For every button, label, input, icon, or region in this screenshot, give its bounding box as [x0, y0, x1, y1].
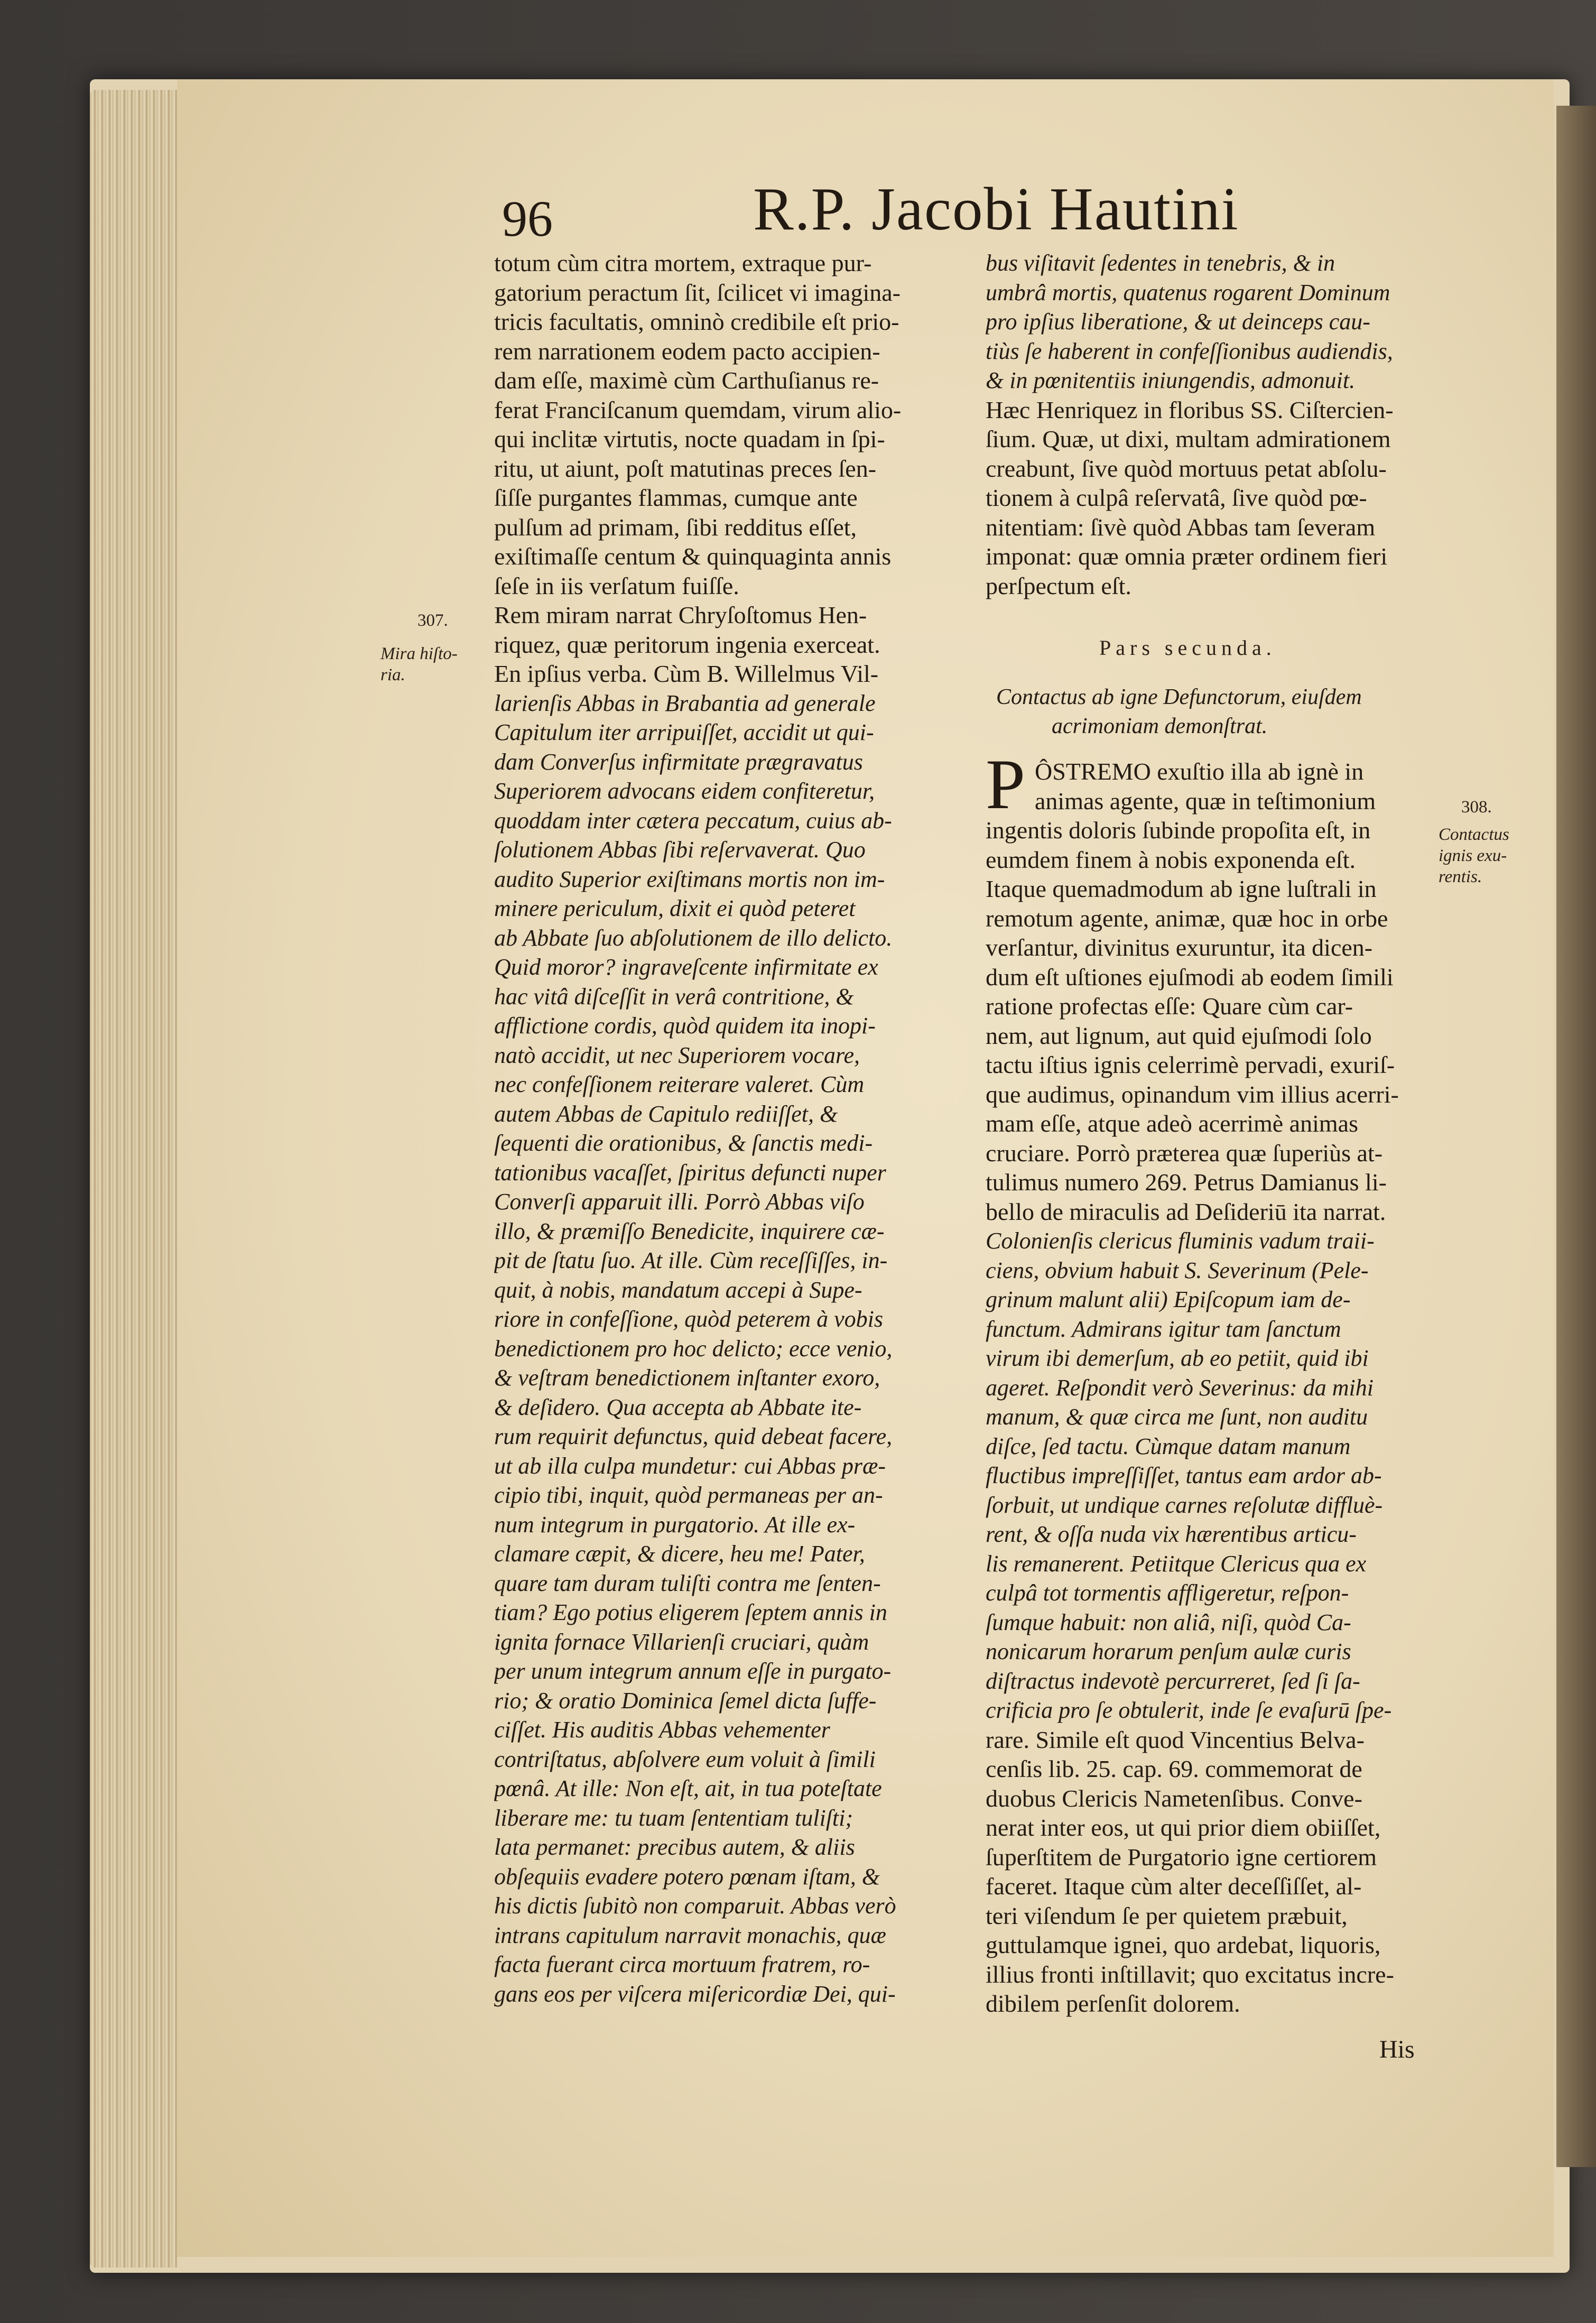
text-line: ſium. Quæ, ut dixi, multam admirationem	[986, 425, 1391, 452]
right-body-lines	[986, 816, 1451, 2019]
text-line: ſumque habuit: non aliâ, niſi, quòd Ca-	[986, 1609, 1351, 1635]
text-line: Converſi apparuit illi. Porrò Abbas viſo	[494, 1189, 865, 1215]
text-line: faceret. Itaque cùm alter deceſſiſſet, al-	[986, 1873, 1362, 1900]
margin-note-right-line2: ignis exu-	[1439, 846, 1507, 865]
text-line: natò accidit, ut nec Superiorem vocare,	[494, 1042, 860, 1068]
text-line: pœnâ. At ille: Non eſt, ait, in tua poteſtate	[494, 1775, 882, 1801]
text-line: rem narrationem eodem pacto accipien-	[494, 337, 880, 365]
text-line: Quid moror? ingraveſcente infirmitate ex	[494, 954, 878, 980]
text-line: ſequenti die orationibus, & ſanctis medi-	[494, 1130, 873, 1156]
text-line: imponat: quæ omnia præter ordinem fieri	[986, 543, 1388, 570]
text-line: dibilem perſenſit dolorem.	[986, 1990, 1240, 2017]
text-line: fluctibus impreſſiſſet, tantus eam ardor ab-	[986, 1463, 1382, 1488]
text-line: gans eos per viſcera miſericordiæ Dei, qui-	[494, 1980, 896, 2007]
margin-note-left-line1: Mira hiſto-	[381, 644, 458, 663]
text-line: Colonienſis clericus fluminis vadum traii-	[986, 1228, 1375, 1254]
text-line: ageret. Reſpondit verò Severinus: da mihi	[986, 1374, 1374, 1401]
text-line: qui inclitæ virtutis, nocte quadam in ſpi-	[494, 425, 885, 452]
drop-cap: P	[986, 745, 1026, 824]
text-line: riquez, quæ peritorum ingenia exerceat.	[494, 631, 880, 658]
text-line: virum ibi demerſum, ab eo petiit, quid ibi	[986, 1345, 1369, 1371]
text-line: ſeſe in iis verſatum fuiſſe.	[494, 572, 739, 599]
text-line: facta fuerant circa mortuum fratrem, ro-	[494, 1951, 870, 1977]
text-line: tricis facultatis, omninò credibile eſt prio-	[494, 308, 899, 335]
subheading-line1: Contactus ab igne Defunctorum, eiuſdem	[996, 685, 1362, 709]
text-line: perſpectum eſt.	[986, 572, 1131, 599]
text-line: que audimus, opinandum vim illius acerri-	[986, 1080, 1399, 1108]
text-line: quoddam inter cætera peccatum, cuius ab-	[494, 807, 892, 834]
text-line: bus viſitavit ſedentes in tenebris, & in	[986, 250, 1335, 276]
text-line: illius fronti inſtillavit; quo excitatus incre-	[986, 1960, 1394, 1988]
catchword: His	[1379, 2035, 1415, 2063]
text-line: manum, & quæ circa me ſunt, non auditu	[986, 1404, 1368, 1430]
text-line: ferat Franciſcanum quemdam, virum alio-	[494, 396, 902, 423]
left-text-column	[494, 248, 957, 2009]
text-line: tiam? Ego potius eligerem ſeptem annis in	[494, 1599, 887, 1625]
text-line: tionem à culpâ reſervatâ, ſive quòd pœ-	[986, 484, 1367, 511]
text-line: teri viſendum ſe per quietem præbuit,	[986, 1902, 1348, 1929]
text-line: tationibus vacaſſet, ſpiritus defuncti nuper	[494, 1159, 886, 1186]
page-edges	[90, 90, 177, 2268]
text-line: nonicarum horarum penſum aulæ curis	[986, 1639, 1351, 1664]
text-line: ſorbuit, ut undique carnes reſolutæ diffluè-	[986, 1492, 1383, 1518]
text-line: dam eſſe, maximè cùm Carthuſianus re-	[494, 367, 879, 394]
text-line: Hæc Henriquez in floribus SS. Ciſtercien-	[986, 396, 1394, 423]
text-line: dum eſt uſtiones ejuſmodi ab eodem ſimili	[986, 963, 1394, 991]
right-top-block	[986, 248, 1451, 600]
text-line: his dictis ſubitò non comparuit. Abbas verò	[494, 1893, 896, 1919]
margin-number-left: 307.	[417, 611, 448, 630]
text-line: ut ab illa culpa mundetur: cui Abbas præ-	[494, 1452, 886, 1479]
text-line: ratione profectas eſſe: Quare cùm car-	[986, 993, 1353, 1020]
running-title: R.P. Jacobi Hautini	[753, 175, 1239, 243]
text-line: quare tam duram tuliſti contra me ſenten-	[494, 1570, 881, 1596]
text-line: totum cùm citra mortem, extraque pur-	[494, 249, 872, 276]
text-line: illo, & præmiſſo Benedicite, inquirere cæ-	[494, 1218, 885, 1244]
text-line: contriſtatus, abſolvere eum voluit à ſimili	[494, 1746, 876, 1772]
text-line: bello de miraculis ad Deſideriū ita narrat.	[986, 1198, 1386, 1225]
text-line: & veſtram benedictionem inſtanter exoro,	[494, 1365, 880, 1391]
text-line: creabunt, ſive quòd mortuus petat abſolu-	[986, 455, 1387, 482]
text-line: riore in confeſſione, quòd peterem à vobis	[494, 1306, 884, 1332]
text-line: liberare me: tu tuam ſententiam tuliſti;	[494, 1804, 853, 1831]
text-line: quit, à nobis, mandatum accepi à Supe-	[494, 1276, 862, 1303]
text-line: duobus Clericis Nametenſibus. Conve-	[986, 1784, 1362, 1812]
text-line: ciens, obvium habuit S. Severinum (Pele-	[986, 1257, 1369, 1283]
text-line: Capitulum iter arripuiſſet, accidit ut qui-	[494, 719, 874, 745]
right-gutter-shadow	[1556, 106, 1596, 2167]
text-line: intrans capitulum narravit monachis, quæ	[494, 1922, 886, 1948]
text-line: cenſis lib. 25. cap. 69. commemorat de	[986, 1755, 1362, 1782]
text-line: rare. Simile eſt quod Vincentius Belva-	[986, 1726, 1365, 1753]
text-line: tulimus numero 269. Petrus Damianus li-	[986, 1169, 1387, 1196]
text-line: nem, aut lignum, aut quid ejuſmodi ſolo	[986, 1022, 1372, 1049]
text-line: animas agente, quæ in teſtimonium	[1035, 787, 1376, 815]
margin-note-left-line2: ria.	[381, 665, 405, 684]
text-line: benedictionem pro hoc delicto; ecce venio,	[494, 1335, 893, 1362]
text-line: En ipſius verba. Cùm B. Willelmus Vil-	[494, 660, 879, 687]
text-line: rum requirit defunctus, quid debeat facere,	[494, 1423, 893, 1449]
section-title: Pars secunda.	[1099, 636, 1276, 660]
text-line: eumdem finem à nobis exponenda eſt.	[986, 846, 1356, 873]
text-line: afflictione cordis, quòd quidem ita inopi-	[494, 1013, 876, 1039]
subheading-line2: acrimoniam demonſtrat.	[1052, 714, 1268, 738]
text-line: nerat inter eos, ut qui prior diem obiiſſet,	[986, 1814, 1381, 1841]
text-line: tiùs ſe haberent in confeſſionibus audiendis,	[986, 338, 1393, 364]
text-line: lata permanet: precibus autem, & aliis	[494, 1834, 855, 1860]
text-line: lis remanerent. Petiitque Clericus qua ex	[986, 1550, 1367, 1577]
text-line: culpâ tot tormentis affligeretur, reſpon-	[986, 1580, 1349, 1606]
text-line: per unum integrum annum eſſe in purgato-	[494, 1658, 892, 1684]
text-line: diſtractus indevotè percurreret, ſed ſi ſa-	[986, 1668, 1360, 1694]
margin-number-right: 308.	[1461, 798, 1492, 817]
text-line: ÔSTREMO exuſtio illa ab ignè in	[1035, 758, 1364, 785]
text-line: cipio tibi, inquit, quòd permaneas per an-	[494, 1482, 883, 1508]
text-line: exiſtimaſſe centum & quinquaginta annis	[494, 543, 892, 570]
text-line: crificia pro ſe obtulerit, inde ſe evaſurū ſpe-	[986, 1697, 1392, 1723]
text-line: pit de ſtatu ſuo. At ille. Cùm receſſiſſes, in-	[494, 1247, 888, 1273]
text-line: ab Abbate ſuo abſolutionem de illo delicto.	[494, 924, 893, 951]
text-line: Superiorem advocans eidem confiteretur,	[494, 778, 875, 804]
text-line: grinum malunt alii) Epiſcopum iam de-	[986, 1287, 1351, 1312]
text-line: gatorium peractum ſit, ſcilicet vi imagina-	[494, 279, 901, 306]
text-line: tactu iſtius ignis celerrimè pervadi, exuriſ-	[986, 1051, 1395, 1078]
text-line: rent, & oſſa nuda vix hærentibus articu-	[986, 1521, 1357, 1547]
text-line: rio; & oratio Dominica ſemel dicta ſuffe-	[494, 1687, 877, 1714]
text-line: nitentiam: ſivè quòd Abbas tam ſeveram	[986, 513, 1376, 541]
text-line: ciſſet. His auditis Abbas vehementer	[494, 1717, 830, 1743]
text-line: autem Abbas de Capitulo rediiſſet, &	[494, 1100, 838, 1127]
text-line: cruciare. Porrò præterea quæ ſuperiùs at-	[986, 1139, 1383, 1167]
text-line: functum. Admirans igitur tam ſanctum	[986, 1316, 1341, 1342]
margin-note-right-line1: Contactus	[1439, 825, 1509, 844]
right-text-column	[986, 248, 1451, 600]
text-line: ſuperſtitem de Purgatorio igne certiorem	[986, 1843, 1377, 1871]
text-line: diſce, ſed tactu. Cùmque datam manum	[986, 1433, 1351, 1459]
text-line: Rem miram narrat Chryſoſtomus Hen-	[494, 601, 867, 628]
text-line: guttulamque ignei, quo ardebat, liquoris,	[986, 1931, 1381, 1958]
right-first-lines	[1035, 757, 1452, 816]
text-line: ſiſſe purgantes flammas, cumque ante	[494, 484, 858, 511]
text-line: mam eſſe, atque adeò acerrimè animas	[986, 1110, 1358, 1137]
text-line: ſolutionem Abbas ſibi reſervaverat. Quo	[494, 837, 866, 863]
text-line: & deſidero. Qua accepta ab Abbate ite-	[494, 1394, 862, 1420]
margin-note-right-line3: rentis.	[1439, 867, 1482, 886]
text-line: ignita fornace Villarienſi cruciari, quàm	[494, 1628, 869, 1655]
text-line: larienſis Abbas in Brabantia ad generale	[494, 690, 876, 716]
text-line: ritu, ut aiunt, poſt matutinas preces ſen-	[494, 455, 877, 482]
text-line: clamare cæpit, & dicere, heu me! Pater,	[494, 1541, 865, 1567]
text-line: & in pœnitentiis iniungendis, admonuit.	[986, 367, 1356, 393]
text-line: num integrum in purgatorio. At ille ex-	[494, 1511, 856, 1538]
text-line: remotum agente, animæ, quæ hoc in orbe	[986, 904, 1388, 932]
page-number: 96	[502, 190, 553, 247]
text-line: verſantur, divinitus exuruntur, ita dicen-	[986, 934, 1373, 961]
text-line: ingentis doloris ſubinde propoſita eſt, in	[986, 817, 1371, 844]
text-line: obſequiis evadere potero pœnam iſtam, &	[494, 1863, 880, 1890]
text-line: pro ipſius liberatione, & ut deinceps cau-	[986, 309, 1370, 335]
text-line: nec confeſſionem reiterare valeret. Cùm	[494, 1071, 865, 1097]
text-line: audito Superior exiſtimans mortis non im-	[494, 866, 885, 892]
text-line: Itaque quemadmodum ab igne luſtrali in	[986, 875, 1377, 902]
text-line: umbrâ mortis, quatenus rogarent Dominum	[986, 279, 1390, 306]
text-line: pulſum ad primam, ſibi redditus eſſet,	[494, 513, 857, 541]
text-line: dam Converſus infirmitate prægravatus	[494, 748, 863, 775]
text-line: hac vitâ diſceſſit in verâ contritione, &	[494, 983, 854, 1010]
text-line: minere periculum, dixit ei quòd peteret	[494, 895, 856, 921]
